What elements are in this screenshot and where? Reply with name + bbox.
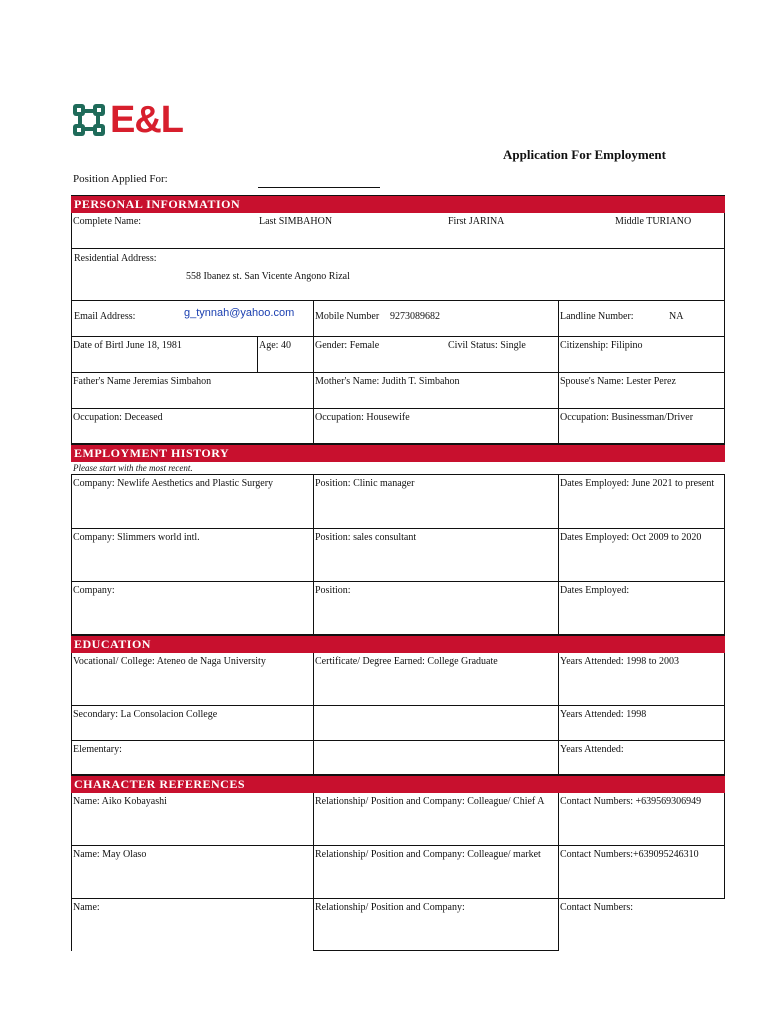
school-field[interactable]: Elementary: [73, 744, 122, 755]
relationship-field[interactable]: Relationship/ Position and Company: Colleague/ market [315, 849, 541, 860]
position-field[interactable]: Position: sales consultant [315, 532, 417, 543]
employment-row [71, 474, 725, 529]
section-personal-information: PERSONAL INFORMATION [71, 195, 725, 213]
ornament-knot-icon [72, 103, 106, 137]
row-complete-name [71, 213, 725, 249]
last-name-field[interactable]: Last SIMBAHON [259, 216, 333, 227]
application-form [71, 195, 725, 951]
spouse-occupation-field[interactable]: Occupation: Businessman/Driver [560, 412, 694, 423]
row-contact [71, 301, 725, 337]
section-employment-history: EMPLOYMENT HISTORY [71, 444, 725, 462]
page-title: Application For Employment [503, 147, 666, 162]
education-row [71, 653, 725, 706]
employment-note: Please start with the most recent. [73, 463, 193, 473]
row-residential-address [71, 249, 725, 301]
dates-employed-field[interactable]: Dates Employed: [560, 585, 630, 596]
contact-numbers-field[interactable]: Contact Numbers: [560, 902, 634, 913]
mother-occupation-field[interactable]: Occupation: Housewife [315, 412, 410, 423]
position-applied-label: Position Applied For: [73, 173, 168, 185]
years-attended-field[interactable]: Years Attended: 1998 [560, 709, 647, 720]
dates-employed-field[interactable]: Dates Employed: June 2021 to present [560, 478, 715, 489]
position-field[interactable]: Position: [315, 585, 351, 596]
school-field[interactable]: Vocational/ College: Ateneo de Naga University [73, 656, 266, 667]
education-row [71, 706, 725, 741]
contact-numbers-field[interactable]: Contact Numbers:+639095246310 [560, 849, 699, 860]
years-attended-field[interactable]: Years Attended: [560, 744, 624, 755]
relationship-field[interactable]: Relationship/ Position and Company: Colleague/ Chief A [315, 796, 545, 807]
employment-row [71, 582, 725, 635]
gender-field[interactable]: Gender: Female [315, 340, 380, 351]
degree-field[interactable] [314, 706, 557, 740]
reference-name-field[interactable]: Name: May Olaso [73, 849, 147, 860]
citizenship-field[interactable]: Citizenship: Filipino [560, 340, 643, 351]
reference-row [71, 793, 725, 846]
section-character-references: CHARACTER REFERENCES [71, 775, 725, 793]
relationship-field[interactable]: Relationship/ Position and Company: [315, 902, 465, 913]
email-label: Email Address: [74, 311, 136, 322]
degree-field[interactable]: Certificate/ Degree Earned: College Graduate [315, 656, 498, 667]
landline-label: Landline Number: [560, 311, 634, 322]
divider [558, 301, 559, 336]
mother-name-field[interactable]: Mother's Name: Judith T. Simbahon [315, 376, 460, 387]
reference-name-field[interactable]: Name: [73, 902, 100, 913]
position-applied-field[interactable] [258, 187, 380, 188]
company-field[interactable]: Company: [73, 585, 115, 596]
dates-employed-field[interactable]: Dates Employed: Oct 2009 to 2020 [560, 532, 702, 543]
row-parents [71, 373, 725, 409]
employment-row [71, 529, 725, 582]
company-logo [72, 100, 183, 140]
position-field[interactable]: Position: Clinic manager [315, 478, 415, 489]
father-name-field[interactable]: Father's Name Jeremias Simbahon [73, 376, 212, 387]
divider [313, 301, 314, 336]
company-field[interactable]: Company: Slimmers world intl. [73, 532, 200, 543]
civil-status-field[interactable]: Civil Status: Single [448, 340, 526, 351]
school-field[interactable]: Secondary: La Consolacion College [73, 709, 218, 720]
mobile-field[interactable]: 9273089682 [390, 311, 440, 322]
date-of-birth-field[interactable]: Date of Birtl June 18, 1981 [73, 340, 182, 351]
degree-field[interactable] [314, 741, 557, 774]
email-field[interactable]: g_tynnah@yahoo.com [184, 307, 295, 319]
reference-row [71, 899, 725, 951]
company-field[interactable]: Company: Newlife Aesthetics and Plastic Surgery [73, 478, 274, 489]
reference-row [71, 846, 725, 899]
residential-address-label: Residential Address: [74, 253, 157, 264]
contact-numbers-field[interactable]: Contact Numbers: +639569306949 [560, 796, 702, 807]
middle-name-field[interactable]: Middle TURIANO [615, 216, 692, 227]
reference-name-field[interactable]: Name: Aiko Kobayashi [73, 796, 167, 807]
education-row [71, 741, 725, 775]
residential-address-field[interactable]: 558 Ibanez st. San Vicente Angono Rizal [186, 271, 350, 282]
row-birth-details [71, 337, 725, 373]
spouse-name-field[interactable]: Spouse's Name: Lester Perez [560, 376, 676, 387]
age-field[interactable]: Age: 40 [259, 340, 291, 351]
years-attended-field[interactable]: Years Attended: 1998 to 2003 [560, 656, 679, 667]
first-name-field[interactable]: First JARINA [448, 216, 505, 227]
section-education: EDUCATION [71, 635, 725, 653]
mobile-label: Mobile Number [315, 311, 380, 322]
father-occupation-field[interactable]: Occupation: Deceased [73, 412, 163, 423]
row-occupations [71, 409, 725, 444]
logo-text: E&L [110, 99, 183, 141]
landline-field[interactable]: NA [669, 311, 684, 322]
complete-name-label: Complete Name: [73, 216, 142, 227]
